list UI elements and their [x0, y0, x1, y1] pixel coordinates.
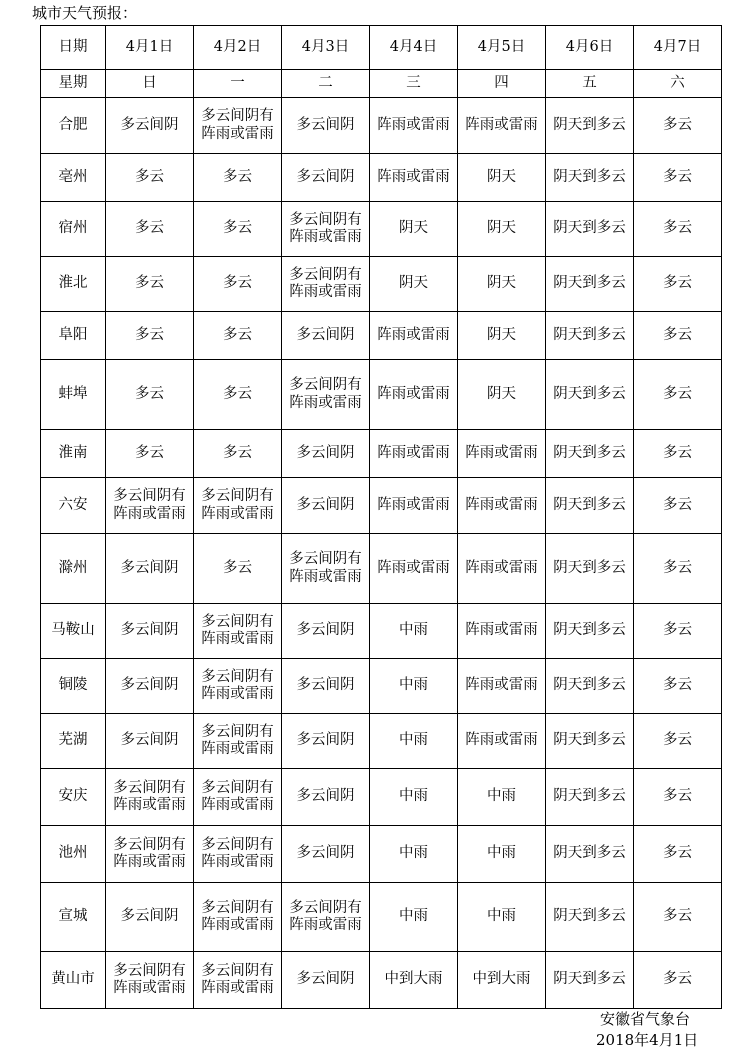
forecast-cell: 多云 [106, 430, 194, 478]
forecast-cell: 阵雨或雷雨 [458, 604, 546, 659]
forecast-cell: 阵雨或雷雨 [458, 430, 546, 478]
forecast-cell: 多云 [194, 430, 282, 478]
issuing-organization: 安徽省气象台 [600, 1010, 691, 1028]
forecast-cell: 阴天到多云 [546, 714, 634, 769]
forecast-cell: 中雨 [370, 826, 458, 883]
forecast-cell: 多云 [634, 534, 722, 604]
forecast-cell: 阴天到多云 [546, 154, 634, 202]
forecast-cell: 阵雨或雷雨 [370, 430, 458, 478]
forecast-cell: 多云间阴 [282, 659, 370, 714]
city-name: 铜陵 [41, 659, 106, 714]
forecast-cell: 多云间阴 [106, 604, 194, 659]
forecast-cell: 中雨 [370, 659, 458, 714]
weekday-row-label: 星期 [41, 70, 106, 98]
forecast-cell: 阵雨或雷雨 [458, 659, 546, 714]
city-name: 亳州 [41, 154, 106, 202]
city-name: 合肥 [41, 98, 106, 154]
forecast-cell: 阵雨或雷雨 [370, 534, 458, 604]
forecast-cell: 多云间阴有阵雨或雷雨 [106, 826, 194, 883]
city-name: 宣城 [41, 883, 106, 952]
forecast-cell: 多云间阴有阵雨或雷雨 [282, 883, 370, 952]
forecast-cell: 中雨 [458, 826, 546, 883]
forecast-cell: 多云间阴 [282, 154, 370, 202]
date-cell: 4月1日 [106, 26, 194, 70]
forecast-cell: 多云 [634, 659, 722, 714]
city-row [41, 154, 722, 202]
forecast-cell: 多云间阴 [282, 478, 370, 534]
forecast-cell: 多云间阴 [106, 659, 194, 714]
forecast-cell: 多云间阴有阵雨或雷雨 [282, 360, 370, 430]
forecast-cell: 多云间阴有阵雨或雷雨 [194, 98, 282, 154]
city-name: 淮南 [41, 430, 106, 478]
forecast-cell: 阴天到多云 [546, 360, 634, 430]
forecast-cell: 多云 [634, 312, 722, 360]
forecast-cell: 多云 [634, 154, 722, 202]
forecast-cell: 阴天到多云 [546, 826, 634, 883]
forecast-cell: 多云间阴有阵雨或雷雨 [282, 257, 370, 312]
forecast-cell: 阴天到多云 [546, 952, 634, 1009]
city-row [41, 478, 722, 534]
city-name: 淮北 [41, 257, 106, 312]
forecast-cell: 多云 [634, 604, 722, 659]
forecast-cell: 多云间阴有阵雨或雷雨 [106, 478, 194, 534]
forecast-cell: 多云 [634, 478, 722, 534]
weekday-row [41, 70, 722, 98]
forecast-cell: 阴天到多云 [546, 202, 634, 257]
forecast-cell: 多云 [634, 98, 722, 154]
forecast-cell: 多云 [634, 257, 722, 312]
forecast-cell: 多云间阴 [106, 534, 194, 604]
weekday-cell: 三 [370, 70, 458, 98]
forecast-heading: 城市天气预报： [32, 4, 138, 22]
forecast-cell: 多云 [194, 154, 282, 202]
city-row [41, 312, 722, 360]
forecast-cell: 阴天到多云 [546, 430, 634, 478]
forecast-cell: 多云间阴 [282, 604, 370, 659]
city-name: 滁州 [41, 534, 106, 604]
city-row [41, 883, 722, 952]
forecast-cell: 阵雨或雷雨 [458, 714, 546, 769]
forecast-cell: 中雨 [370, 604, 458, 659]
forecast-cell: 阵雨或雷雨 [370, 98, 458, 154]
forecast-cell: 阵雨或雷雨 [370, 154, 458, 202]
forecast-cell: 阴天到多云 [546, 478, 634, 534]
forecast-cell: 多云间阴有阵雨或雷雨 [194, 604, 282, 659]
forecast-cell: 阴天到多云 [546, 98, 634, 154]
city-row [41, 202, 722, 257]
forecast-cell: 多云 [634, 360, 722, 430]
date-row [41, 26, 722, 70]
forecast-cell: 多云间阴有阵雨或雷雨 [282, 202, 370, 257]
city-row [41, 257, 722, 312]
weekday-cell: 日 [106, 70, 194, 98]
forecast-cell: 阴天 [458, 360, 546, 430]
forecast-cell: 阵雨或雷雨 [458, 534, 546, 604]
forecast-cell: 阴天到多云 [546, 604, 634, 659]
forecast-cell: 阴天 [458, 202, 546, 257]
forecast-cell: 多云间阴 [106, 714, 194, 769]
forecast-cell: 阴天到多云 [546, 312, 634, 360]
city-row [41, 952, 722, 1009]
forecast-cell: 多云间阴有阵雨或雷雨 [106, 952, 194, 1009]
forecast-cell: 阴天到多云 [546, 257, 634, 312]
forecast-cell: 多云间阴有阵雨或雷雨 [194, 478, 282, 534]
date-cell: 4月2日 [194, 26, 282, 70]
forecast-cell: 多云 [106, 312, 194, 360]
city-name: 池州 [41, 826, 106, 883]
date-row-label: 日期 [41, 26, 106, 70]
forecast-cell: 中到大雨 [458, 952, 546, 1009]
weekday-cell: 六 [634, 70, 722, 98]
forecast-cell: 多云 [634, 202, 722, 257]
forecast-cell: 阴天 [458, 154, 546, 202]
date-cell: 4月3日 [282, 26, 370, 70]
forecast-cell: 多云间阴有阵雨或雷雨 [194, 826, 282, 883]
forecast-cell: 阴天到多云 [546, 883, 634, 952]
date-cell: 4月6日 [546, 26, 634, 70]
forecast-cell: 阴天 [458, 312, 546, 360]
forecast-cell: 阴天到多云 [546, 659, 634, 714]
forecast-cell: 多云间阴 [282, 98, 370, 154]
forecast-cell: 多云间阴 [282, 826, 370, 883]
forecast-cell: 多云间阴 [106, 883, 194, 952]
city-row [41, 714, 722, 769]
city-row [41, 826, 722, 883]
forecast-cell: 中雨 [370, 769, 458, 826]
city-name: 宿州 [41, 202, 106, 257]
weekday-cell: 二 [282, 70, 370, 98]
forecast-cell: 多云 [106, 154, 194, 202]
forecast-cell: 中雨 [458, 883, 546, 952]
city-row [41, 769, 722, 826]
forecast-cell: 多云 [194, 312, 282, 360]
city-name: 蚌埠 [41, 360, 106, 430]
forecast-cell: 多云 [194, 257, 282, 312]
forecast-cell: 多云间阴 [282, 952, 370, 1009]
weekday-cell: 四 [458, 70, 546, 98]
forecast-cell: 阵雨或雷雨 [370, 478, 458, 534]
forecast-cell: 多云间阴 [282, 769, 370, 826]
forecast-cell: 中到大雨 [370, 952, 458, 1009]
forecast-cell: 多云间阴 [282, 430, 370, 478]
weekday-cell: 五 [546, 70, 634, 98]
forecast-cell: 阵雨或雷雨 [370, 312, 458, 360]
forecast-cell: 多云间阴有阵雨或雷雨 [194, 769, 282, 826]
forecast-cell: 阴天到多云 [546, 769, 634, 826]
forecast-cell: 多云 [634, 883, 722, 952]
forecast-cell: 阴天 [370, 257, 458, 312]
forecast-cell: 多云 [194, 202, 282, 257]
forecast-cell: 多云 [194, 360, 282, 430]
city-row [41, 430, 722, 478]
forecast-cell: 多云间阴有阵雨或雷雨 [194, 714, 282, 769]
date-cell: 4月5日 [458, 26, 546, 70]
city-name: 马鞍山 [41, 604, 106, 659]
forecast-cell: 阴天 [458, 257, 546, 312]
forecast-cell: 阵雨或雷雨 [458, 478, 546, 534]
city-row [41, 604, 722, 659]
city-name: 芜湖 [41, 714, 106, 769]
issue-date: 2018年4月1日 [596, 1031, 699, 1049]
forecast-cell: 多云间阴有阵雨或雷雨 [194, 952, 282, 1009]
city-row [41, 659, 722, 714]
city-name: 六安 [41, 478, 106, 534]
forecast-cell: 多云 [106, 360, 194, 430]
city-row [41, 360, 722, 430]
forecast-cell: 多云 [106, 257, 194, 312]
forecast-cell: 多云 [634, 769, 722, 826]
forecast-cell: 阵雨或雷雨 [370, 360, 458, 430]
forecast-cell: 中雨 [458, 769, 546, 826]
forecast-cell: 多云间阴 [282, 714, 370, 769]
forecast-cell: 中雨 [370, 883, 458, 952]
weather-forecast-table [40, 25, 722, 1009]
forecast-cell: 多云间阴有阵雨或雷雨 [106, 769, 194, 826]
forecast-cell: 多云 [106, 202, 194, 257]
forecast-cell: 多云 [634, 714, 722, 769]
date-cell: 4月4日 [370, 26, 458, 70]
city-name: 安庆 [41, 769, 106, 826]
forecast-cell: 多云间阴 [106, 98, 194, 154]
date-cell: 4月7日 [634, 26, 722, 70]
forecast-cell: 阵雨或雷雨 [458, 98, 546, 154]
forecast-cell: 多云间阴有阵雨或雷雨 [194, 659, 282, 714]
forecast-cell: 多云间阴有阵雨或雷雨 [282, 534, 370, 604]
forecast-cell: 阴天 [370, 202, 458, 257]
city-row [41, 98, 722, 154]
city-row [41, 534, 722, 604]
forecast-cell: 多云 [634, 826, 722, 883]
forecast-cell: 多云 [634, 430, 722, 478]
forecast-cell: 多云间阴有阵雨或雷雨 [194, 883, 282, 952]
city-name: 黄山市 [41, 952, 106, 1009]
weekday-cell: 一 [194, 70, 282, 98]
city-name: 阜阳 [41, 312, 106, 360]
forecast-cell: 多云 [634, 952, 722, 1009]
forecast-cell: 中雨 [370, 714, 458, 769]
forecast-cell: 阴天到多云 [546, 534, 634, 604]
forecast-cell: 多云 [194, 534, 282, 604]
forecast-cell: 多云间阴 [282, 312, 370, 360]
